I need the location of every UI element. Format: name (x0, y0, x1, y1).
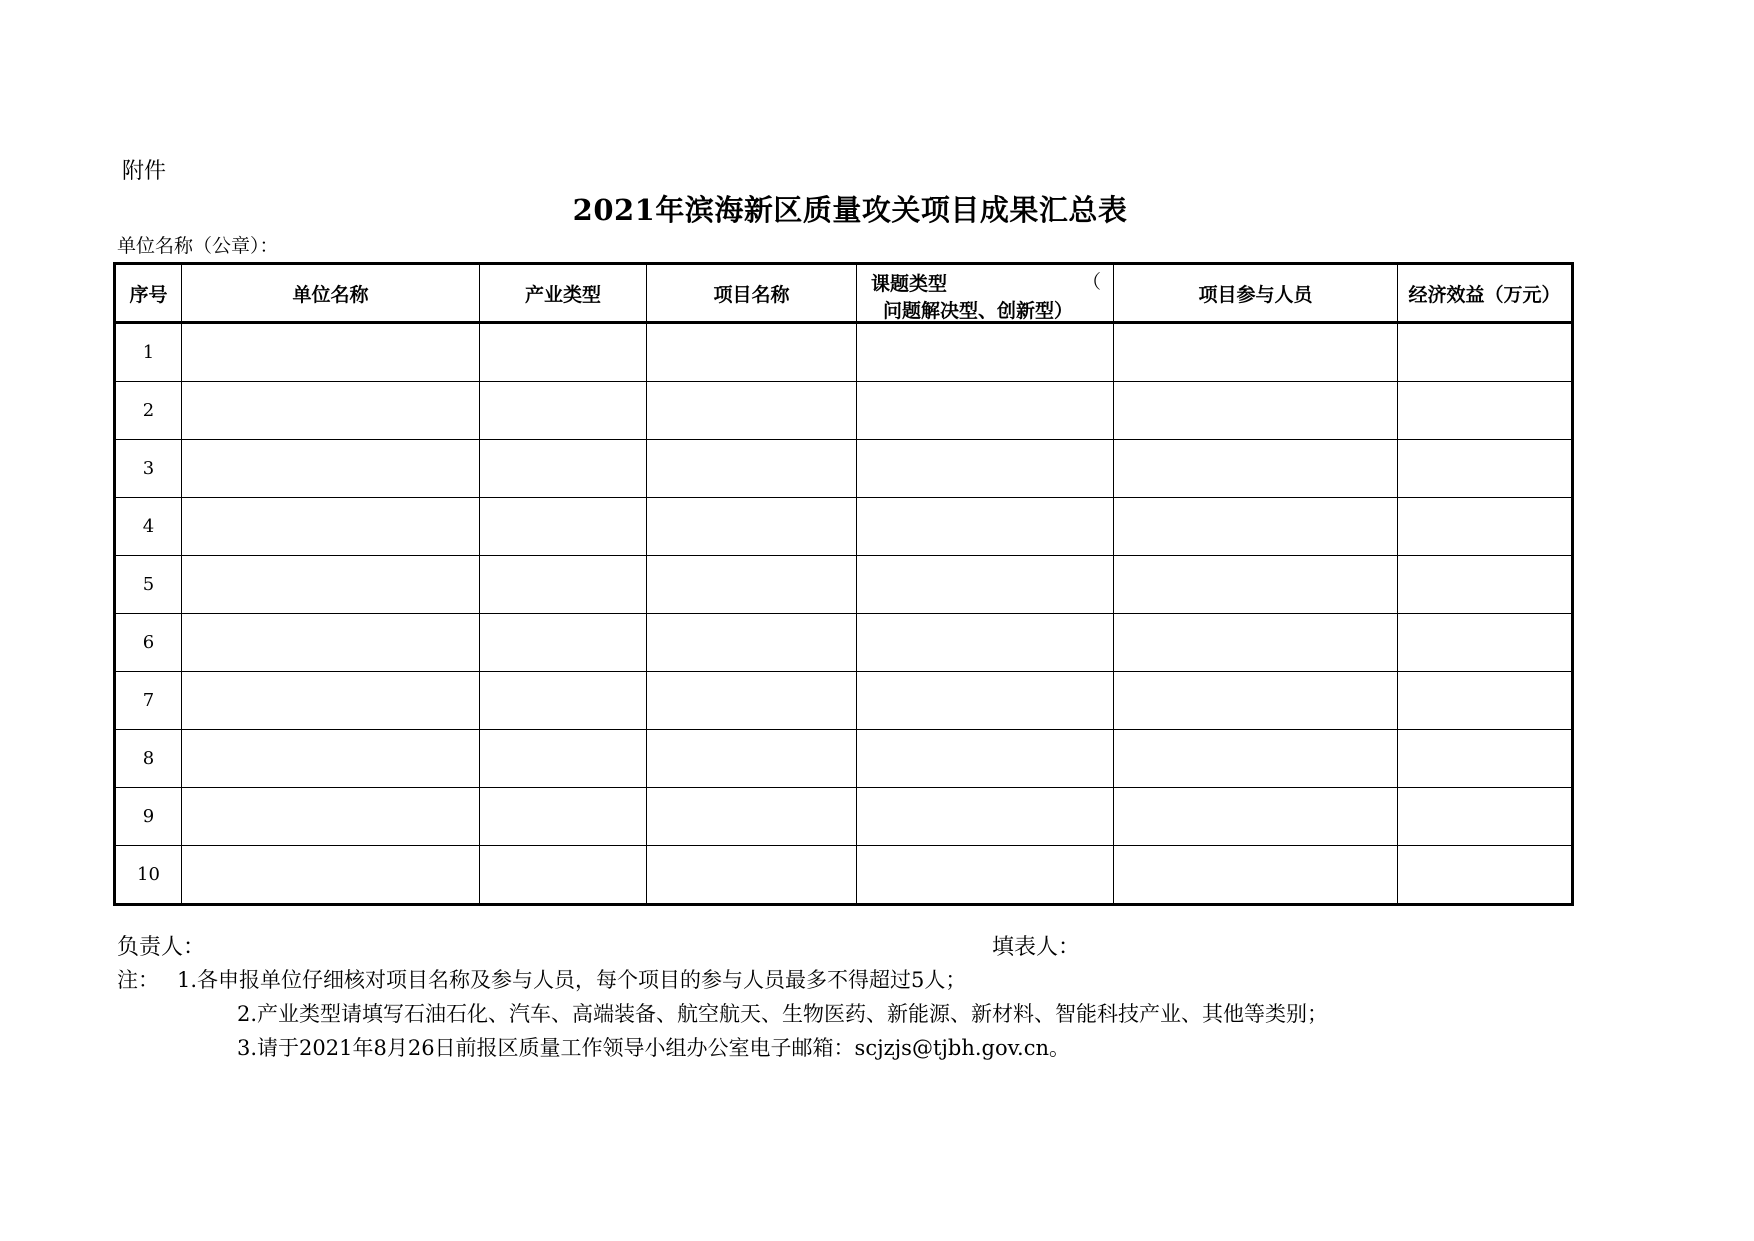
cell-benefit[interactable] (1398, 382, 1573, 440)
header-topic-type-line1: 课题类型 (871, 273, 948, 295)
table-row (115, 614, 1573, 672)
cell-seq: 2 (115, 382, 182, 440)
cell-seq: 7 (115, 672, 182, 730)
header-topic-type-paren: （ (1081, 271, 1101, 293)
cell-seq: 3 (115, 440, 182, 498)
cell-topic-type[interactable] (857, 614, 1114, 672)
cell-participants[interactable] (1114, 614, 1398, 672)
table-row (115, 323, 1573, 382)
cell-benefit[interactable] (1398, 440, 1573, 498)
table-row (115, 672, 1573, 730)
cell-project-name[interactable] (647, 730, 857, 788)
note-text-3: 3.请于2021年8月26日前报区质量工作领导小组办公室电子邮箱：scjzjs@tjbh.gov.cn。 (237, 1036, 1070, 1060)
table-row (115, 498, 1573, 556)
cell-industry-type[interactable] (480, 323, 647, 382)
note-item-3 (117, 1031, 1328, 1065)
cell-industry-type[interactable] (480, 440, 647, 498)
note-item-1 (117, 963, 1328, 997)
cell-industry-type[interactable] (480, 672, 647, 730)
header-benefit: 经济效益（万元） (1398, 264, 1573, 323)
note-item-2 (117, 997, 1328, 1031)
cell-project-name[interactable] (647, 440, 857, 498)
cell-benefit[interactable] (1398, 556, 1573, 614)
cell-industry-type[interactable] (480, 382, 647, 440)
form-filler-label: 填表人： (992, 935, 1081, 960)
page-title: 2021年滨海新区质量攻关项目成果汇总表 (572, 193, 1128, 227)
cell-topic-type[interactable] (857, 672, 1114, 730)
cell-topic-type[interactable] (857, 556, 1114, 614)
cell-participants[interactable] (1114, 730, 1398, 788)
table-header-row (115, 264, 1573, 323)
cell-unit-name[interactable] (182, 730, 480, 788)
cell-participants[interactable] (1114, 672, 1398, 730)
cell-participants[interactable] (1114, 556, 1398, 614)
header-topic-type-line2: 问题解决型、创新型） (883, 300, 1074, 322)
cell-participants[interactable] (1114, 788, 1398, 846)
responsible-person-label: 负责人： (117, 935, 206, 960)
cell-project-name[interactable] (647, 382, 857, 440)
note-text-1: 1.各申报单位仔细核对项目名称及参与人员，每个项目的参与人员最多不得超过5人； (177, 968, 967, 992)
cell-unit-name[interactable] (182, 382, 480, 440)
cell-seq: 8 (115, 730, 182, 788)
cell-benefit[interactable] (1398, 323, 1573, 382)
table-row (115, 556, 1573, 614)
cell-seq: 6 (115, 614, 182, 672)
cell-unit-name[interactable] (182, 672, 480, 730)
header-seq: 序号 (115, 264, 182, 323)
cell-topic-type[interactable] (857, 440, 1114, 498)
table-row (115, 382, 1573, 440)
cell-industry-type[interactable] (480, 788, 647, 846)
cell-unit-name[interactable] (182, 440, 480, 498)
table-row (115, 788, 1573, 846)
header-project-name: 项目名称 (647, 264, 857, 323)
cell-topic-type[interactable] (857, 323, 1114, 382)
cell-industry-type[interactable] (480, 730, 647, 788)
summary-table (113, 262, 1574, 906)
cell-topic-type[interactable] (857, 498, 1114, 556)
cell-project-name[interactable] (647, 323, 857, 382)
cell-seq: 10 (115, 846, 182, 905)
cell-unit-name[interactable] (182, 556, 480, 614)
notes-section (117, 963, 1328, 1065)
table-row (115, 730, 1573, 788)
attachment-label: 附件 (122, 159, 167, 184)
cell-industry-type[interactable] (480, 556, 647, 614)
unit-name-seal-line: 单位名称（公章）： (117, 235, 279, 257)
header-topic-type (857, 264, 1114, 323)
cell-industry-type[interactable] (480, 498, 647, 556)
cell-project-name[interactable] (647, 788, 857, 846)
cell-project-name[interactable] (647, 498, 857, 556)
cell-project-name[interactable] (647, 556, 857, 614)
cell-benefit[interactable] (1398, 730, 1573, 788)
header-industry-type: 产业类型 (480, 264, 647, 323)
table-row (115, 846, 1573, 905)
cell-seq: 9 (115, 788, 182, 846)
cell-topic-type[interactable] (857, 788, 1114, 846)
cell-seq: 1 (115, 323, 182, 382)
cell-benefit[interactable] (1398, 498, 1573, 556)
cell-unit-name[interactable] (182, 498, 480, 556)
cell-seq: 4 (115, 498, 182, 556)
cell-topic-type[interactable] (857, 382, 1114, 440)
header-participants: 项目参与人员 (1114, 264, 1398, 323)
cell-participants[interactable] (1114, 498, 1398, 556)
cell-unit-name[interactable] (182, 323, 480, 382)
cell-project-name[interactable] (647, 672, 857, 730)
cell-project-name[interactable] (647, 614, 857, 672)
header-unit-name: 单位名称 (182, 264, 480, 323)
cell-industry-type[interactable] (480, 614, 647, 672)
cell-benefit[interactable] (1398, 788, 1573, 846)
cell-project-name[interactable] (647, 846, 857, 905)
cell-topic-type[interactable] (857, 730, 1114, 788)
cell-topic-type[interactable] (857, 846, 1114, 905)
cell-seq: 5 (115, 556, 182, 614)
cell-benefit[interactable] (1398, 672, 1573, 730)
cell-benefit[interactable] (1398, 846, 1573, 905)
notes-prefix: 注： (117, 968, 159, 992)
cell-unit-name[interactable] (182, 846, 480, 905)
cell-participants[interactable] (1114, 382, 1398, 440)
cell-unit-name[interactable] (182, 788, 480, 846)
cell-unit-name[interactable] (182, 614, 480, 672)
cell-participants[interactable] (1114, 440, 1398, 498)
cell-benefit[interactable] (1398, 614, 1573, 672)
note-text-2: 2.产业类型请填写石油石化、汽车、高端装备、航空航天、生物医药、新能源、新材料、智能科技产业、其他等类别； (237, 1002, 1329, 1026)
cell-industry-type[interactable] (480, 846, 647, 905)
cell-participants[interactable] (1114, 323, 1398, 382)
table-row (115, 440, 1573, 498)
cell-participants[interactable] (1114, 846, 1398, 905)
